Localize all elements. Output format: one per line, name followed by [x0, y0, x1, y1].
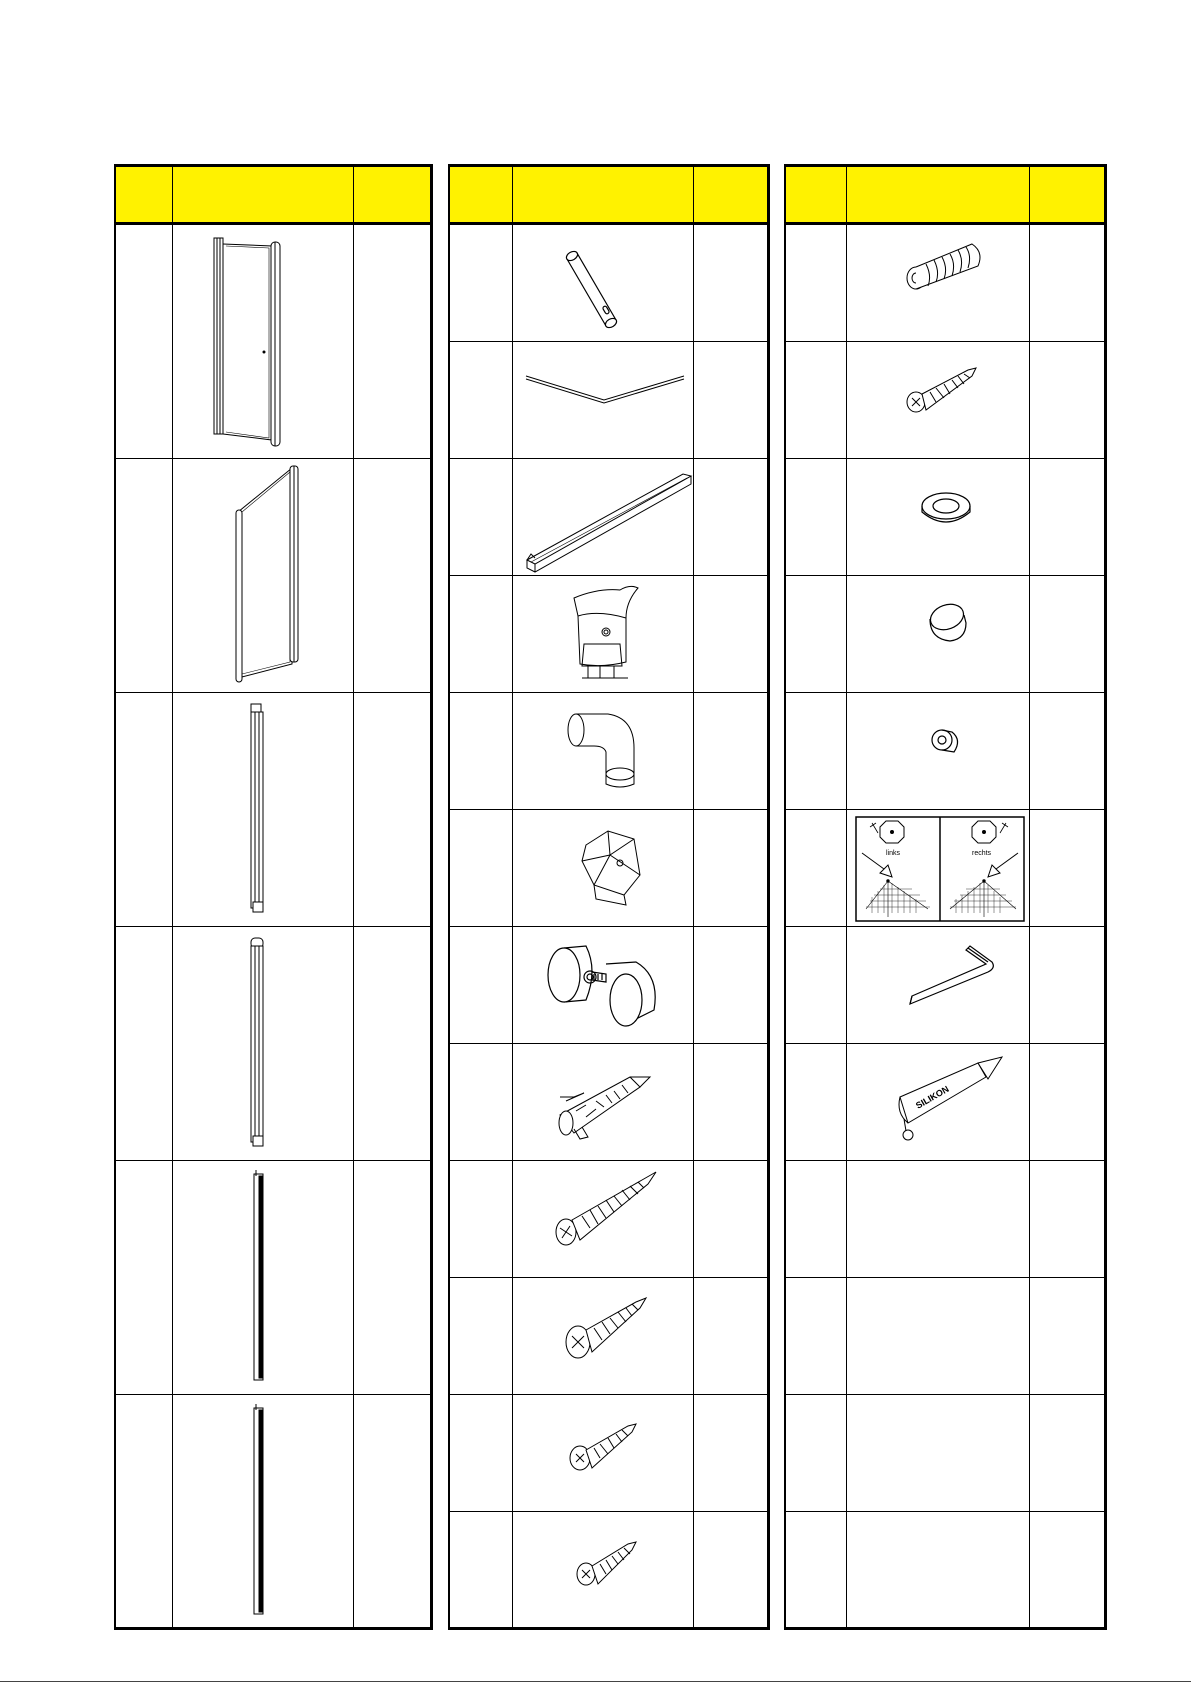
- small-washer-icon: [926, 724, 966, 760]
- profile-strip-icon: [251, 1404, 267, 1619]
- table-header: [450, 164, 767, 224]
- table-header: [116, 164, 430, 224]
- silicone-tube-icon: [894, 1053, 1006, 1143]
- small-screw-icon: [574, 1530, 644, 1595]
- tube-icon: [562, 246, 642, 336]
- profile-strip-icon: [251, 1170, 267, 1385]
- drilling-template-icon: [856, 817, 1024, 921]
- bent-rod-icon: [524, 368, 689, 408]
- medium-screw-icon: [560, 1286, 655, 1366]
- parts-table-3: [784, 164, 1107, 1630]
- template-label-right: rechts: [972, 850, 992, 857]
- washer-icon: [916, 488, 976, 528]
- wall-profile-icon: [247, 936, 271, 1151]
- screw-icon: [902, 360, 982, 420]
- hex-key-icon: [906, 944, 1002, 1014]
- parts-table-2: [448, 164, 770, 1630]
- elbow-connector-icon: [566, 708, 646, 793]
- wall-profile-icon: [247, 702, 271, 917]
- door-knob-icon: [542, 936, 670, 1036]
- small-screw-icon: [566, 1410, 646, 1480]
- cap-icon: [924, 601, 970, 647]
- table-header: [786, 164, 1104, 224]
- page-bottom-line: [0, 1681, 1191, 1682]
- silicone-label: SILIKON: [914, 1083, 951, 1111]
- door-panel-icon: [212, 234, 302, 449]
- large-screw-icon: [552, 1168, 662, 1248]
- door-panel-icon: [234, 464, 324, 689]
- tube-clamp-icon: [568, 584, 648, 689]
- hex-connector-icon: [578, 825, 648, 910]
- wall-anchor-icon: [556, 1057, 656, 1142]
- wall-plug-icon: [902, 238, 992, 298]
- seal-strip-icon: [525, 464, 695, 574]
- template-label-left: links: [886, 850, 901, 857]
- parts-table-1: [114, 164, 433, 1630]
